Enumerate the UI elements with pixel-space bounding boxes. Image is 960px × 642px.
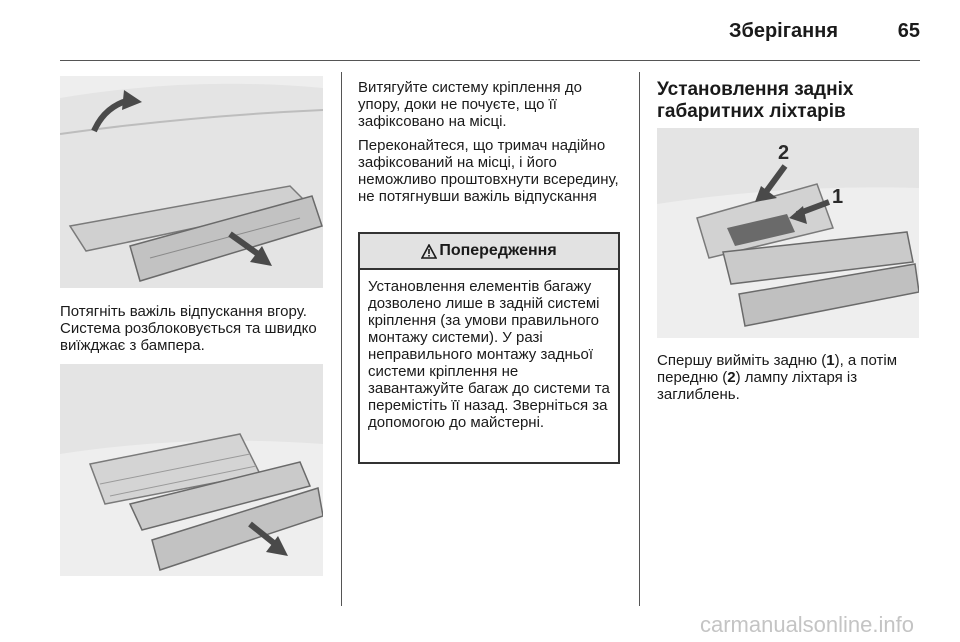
section-heading: Установлення задніх габаритних ліхтарів (657, 79, 854, 122)
warning-box (358, 232, 620, 464)
callout-2-label: 2 (778, 142, 790, 164)
header-divider (60, 60, 920, 61)
ref-number-2: 2 (727, 369, 736, 386)
watermark: carmanualsonline.info (699, 612, 914, 637)
callout-1-label: 1 (832, 186, 844, 208)
page-title: Зберігання (728, 20, 838, 42)
column-divider-right (639, 72, 640, 606)
page-number: 65 (897, 20, 920, 42)
tail-lights-illustration (657, 128, 919, 338)
warning-title: Попередження (439, 242, 557, 259)
lever-instruction-text: Потягніть важіль відпускання вгору. Система розблоковується та швидко виїжджає з бампера. (60, 303, 317, 354)
pull-out-instruction-text: Витягуйте систему кріплення до упору, доки не почуєте, що її зафіксовано на місці. (358, 79, 582, 130)
warning-triangle-icon (421, 244, 437, 259)
instruction-part-3: ) лампу ліхтаря із заглиблень. (657, 369, 858, 403)
warning-text: Установлення елементів багажу дозволено лише в задній системі кріплення (за умови правильного монтажу системи). У разі неправильного монтажу задньої системи кріплення не завантажуйте багаж до системи та перемістіть її назад. Зверніться за допомогою до майстерні. (368, 278, 610, 431)
instruction-part-2: ), а потім передню ( (657, 352, 898, 386)
column-divider-left (341, 72, 342, 606)
warning-header (360, 234, 618, 270)
ref-number-1: 1 (826, 352, 835, 369)
release-lever-illustration (60, 76, 323, 288)
extended-carrier-illustration (60, 364, 323, 576)
check-lock-instruction-text: Переконайтеся, що тримач надійно зафіксований на місці, і його неможливо проштовхнути всередину, не потягнувши важіль відпускання (358, 137, 619, 205)
tail-light-instruction-text (657, 352, 932, 403)
instruction-part-1: Спершу вийміть задню ( (657, 352, 827, 369)
